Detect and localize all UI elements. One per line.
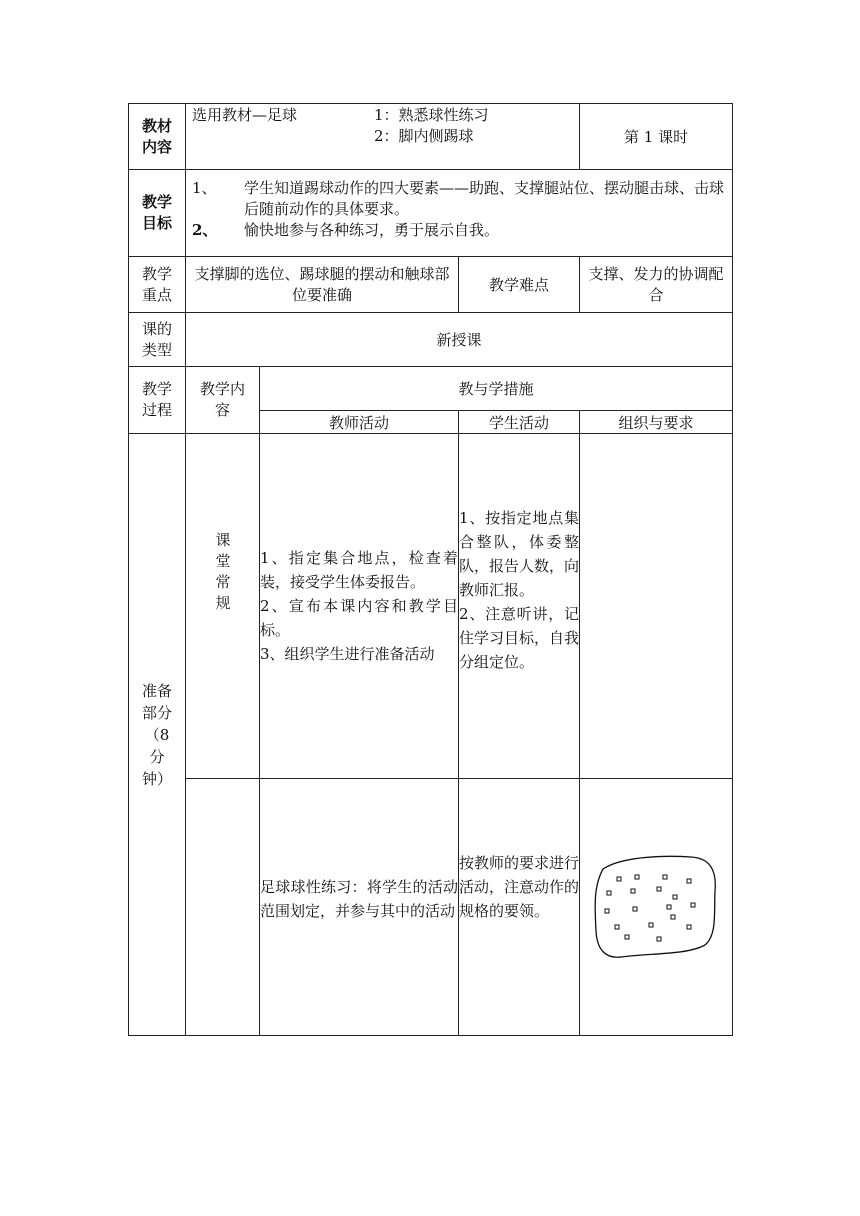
goal-item-2: 2、 愉快地参与各种练习，勇于展示自我。 bbox=[192, 221, 500, 239]
student-mark bbox=[673, 895, 677, 899]
student-mark bbox=[657, 937, 661, 941]
student-mark bbox=[607, 891, 611, 895]
student-mark bbox=[687, 925, 691, 929]
student-mark bbox=[605, 909, 609, 913]
student-mark bbox=[687, 879, 691, 883]
teacher-item-3: 3、组织学生进行准备活动 bbox=[260, 645, 435, 663]
student-mark bbox=[671, 915, 675, 919]
textbook-item-1: 1：熟悉球性练习 bbox=[374, 106, 489, 124]
lesson-type-value: 新授课 bbox=[186, 313, 733, 367]
student-mark bbox=[631, 889, 635, 893]
lesson-type-row bbox=[129, 313, 733, 367]
teacher-item-1: 1、指定集合地点，检查着装，接受学生体委报告。 bbox=[260, 549, 458, 591]
textbook-label: 教材 内容 bbox=[129, 104, 186, 170]
lesson-count: 第 1 课时 bbox=[580, 104, 733, 170]
routine-org-cell bbox=[580, 434, 733, 779]
student-mark bbox=[649, 923, 653, 927]
goals-label: 教学 目标 bbox=[129, 170, 186, 257]
prep-section-label: 准备 部分 （8 分 钟） bbox=[129, 434, 186, 1036]
teacher-item-2: 2、宣布本课内容和教学目标。 bbox=[260, 597, 458, 639]
org-col-header: 组织与要求 bbox=[580, 411, 733, 434]
practice-teacher-cell: 足球球性练习：将学生的活动范围划定，并参与其中的活动 bbox=[260, 779, 459, 1036]
practice-content-cell bbox=[186, 779, 260, 1036]
textbook-row bbox=[129, 104, 733, 170]
key-points-label: 教学 重点 bbox=[129, 257, 186, 313]
difficulty-text: 支撑、发力的协调配合 bbox=[580, 257, 733, 313]
goal-item-1: 1、 学生知道踢球动作的四大要素——助跑、支撑腿站位、摆动腿击球、击球后随前动作的具体要求。 bbox=[192, 179, 725, 218]
practice-org-cell bbox=[580, 779, 733, 1036]
student-mark bbox=[691, 903, 695, 907]
student-mark bbox=[657, 887, 661, 891]
lesson-plan-table bbox=[128, 103, 733, 1036]
key-points-row bbox=[129, 257, 733, 313]
practice-row bbox=[129, 779, 733, 1036]
key-points-text: 支撑脚的选位、踢球腿的摆动和触球部位要准确 bbox=[186, 257, 459, 313]
student-mark bbox=[635, 875, 639, 879]
routine-row bbox=[129, 434, 733, 779]
student-mark bbox=[663, 875, 667, 879]
teacher-col-header: 教师活动 bbox=[260, 411, 459, 434]
routine-student-cell bbox=[459, 434, 580, 779]
student-marks bbox=[605, 875, 695, 941]
process-label: 教学 过程 bbox=[129, 367, 186, 434]
practice-student-cell: 按教师的要求进行活动，注意动作的规格的要领。 bbox=[459, 779, 580, 1036]
goals-row bbox=[129, 170, 733, 257]
boundary-outline bbox=[595, 856, 715, 957]
student-col-header: 学生活动 bbox=[459, 411, 580, 434]
routine-label: 课堂常规 bbox=[213, 532, 232, 616]
practice-area-drawing bbox=[591, 851, 721, 963]
textbook-name: 选用教材—足球 bbox=[192, 106, 298, 124]
student-item-1: 1、按指定地点集合整队，体委整队，报告人数，向教师汇报。 bbox=[459, 509, 580, 599]
student-item-2: 2、注意听讲，记住学习目标，自我分组定位。 bbox=[459, 605, 580, 671]
student-mark bbox=[615, 925, 619, 929]
textbook-item-2: 2：脚内侧踢球 bbox=[374, 127, 474, 145]
student-mark bbox=[667, 905, 671, 909]
lesson-type-label: 课的 类型 bbox=[129, 313, 186, 367]
routine-label-cell bbox=[186, 434, 260, 779]
student-mark bbox=[617, 877, 621, 881]
textbook-content-cell bbox=[186, 104, 580, 170]
process-header-row bbox=[129, 367, 733, 411]
routine-teacher-cell bbox=[260, 434, 459, 779]
content-label: 教学内 容 bbox=[186, 367, 260, 434]
measures-label: 教与学措施 bbox=[260, 367, 733, 411]
goals-content-cell bbox=[186, 170, 733, 257]
difficulty-label: 教学难点 bbox=[459, 257, 580, 313]
student-mark bbox=[633, 907, 637, 911]
student-mark bbox=[625, 935, 629, 939]
